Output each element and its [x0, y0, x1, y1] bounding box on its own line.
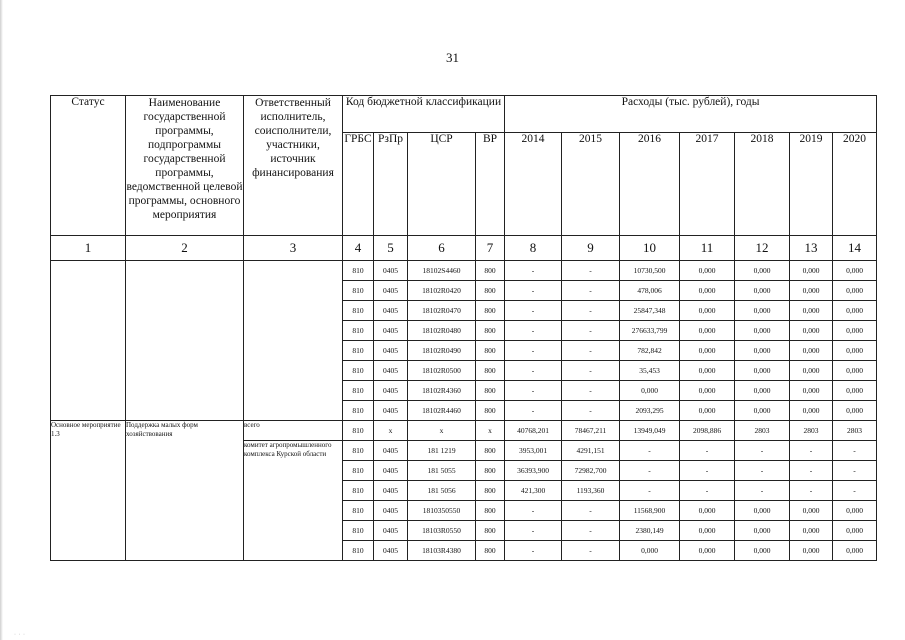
table-cell: -: [833, 441, 877, 461]
table-cell: 0,000: [680, 281, 735, 301]
table-cell: 800: [476, 321, 505, 341]
table-cell: 18102R4360: [408, 381, 476, 401]
scan-edge-shadow: [0, 0, 3, 640]
table-cell: 800: [476, 301, 505, 321]
table-cell: 810: [343, 501, 374, 521]
header-year-2014: 2014: [505, 133, 562, 236]
table-cell: 800: [476, 281, 505, 301]
table-cell: 18102R0490: [408, 341, 476, 361]
header-year-2016: 2016: [620, 133, 680, 236]
table-cell: -: [505, 521, 562, 541]
table-cell: 18102R0470: [408, 301, 476, 321]
table-cell: 0,000: [735, 361, 790, 381]
table-cell: 0405: [374, 301, 408, 321]
table-cell: 0,000: [735, 301, 790, 321]
table-cell: 810: [343, 281, 374, 301]
table-cell: 0,000: [833, 361, 877, 381]
table-cell: 0,000: [680, 261, 735, 281]
header-status: Статус: [51, 96, 126, 236]
table-cell: 4291,151: [562, 441, 620, 461]
table-cell: 11568,900: [620, 501, 680, 521]
table-cell: 810: [343, 301, 374, 321]
table-cell: 72982,700: [562, 461, 620, 481]
table-cell: -: [680, 441, 735, 461]
table-cell: 0,000: [833, 501, 877, 521]
table-cell: 0405: [374, 261, 408, 281]
group1-name-cell: [126, 261, 244, 421]
table-cell: 18102S4460: [408, 261, 476, 281]
table-cell: 0405: [374, 341, 408, 361]
header-code-3: ВР: [476, 133, 505, 236]
table-cell: 0405: [374, 501, 408, 521]
table-cell: 2803: [790, 421, 833, 441]
table-cell: 13949,049: [620, 421, 680, 441]
table-cell: 421,300: [505, 481, 562, 501]
table-cell: -: [562, 521, 620, 541]
group2-status-cell: Основное мероприятие 1.3: [51, 421, 126, 561]
column-number: 3: [244, 236, 343, 261]
table-cell: 18102R4460: [408, 401, 476, 421]
table-cell: 0,000: [833, 281, 877, 301]
table-cell: 0405: [374, 441, 408, 461]
column-number: 9: [562, 236, 620, 261]
table-cell: 810: [343, 381, 374, 401]
table-cell: 800: [476, 481, 505, 501]
table-cell: 0405: [374, 541, 408, 561]
table-cell: 810: [343, 541, 374, 561]
header-year-2017: 2017: [680, 133, 735, 236]
table-cell: 0405: [374, 281, 408, 301]
table-cell: 0,000: [833, 521, 877, 541]
header-code-group: Код бюджетной классификации: [343, 96, 505, 133]
table-cell: 800: [476, 401, 505, 421]
table-cell: 0,000: [735, 521, 790, 541]
table-cell: 0,000: [680, 401, 735, 421]
column-number: 6: [408, 236, 476, 261]
table-row: [51, 261, 877, 281]
table-cell: 0405: [374, 381, 408, 401]
table-cell: -: [505, 261, 562, 281]
table-cell: -: [680, 461, 735, 481]
table-cell: -: [562, 501, 620, 521]
table-cell: 810: [343, 421, 374, 441]
column-number: 4: [343, 236, 374, 261]
table-cell: 0,000: [790, 381, 833, 401]
table-cell: -: [505, 301, 562, 321]
table-cell: -: [562, 301, 620, 321]
table-cell: -: [505, 361, 562, 381]
table-cell: 0,000: [790, 521, 833, 541]
table-cell: 800: [476, 341, 505, 361]
column-number: 8: [505, 236, 562, 261]
column-numbers-row: [51, 236, 877, 261]
table-cell: -: [620, 461, 680, 481]
group1-executor-cell: [244, 261, 343, 421]
table-cell: x: [374, 421, 408, 441]
header-expenses-group: Расходы (тыс. рублей), годы: [505, 96, 877, 133]
table-cell: 0405: [374, 321, 408, 341]
table-cell: 181 1219: [408, 441, 476, 461]
table-cell: 810: [343, 361, 374, 381]
column-number: 5: [374, 236, 408, 261]
table-cell: 782,842: [620, 341, 680, 361]
table-cell: -: [562, 361, 620, 381]
table-cell: 810: [343, 261, 374, 281]
table-cell: -: [790, 461, 833, 481]
table-cell: 0,000: [790, 301, 833, 321]
table-cell: 36393,900: [505, 461, 562, 481]
table-cell: -: [505, 401, 562, 421]
table-cell: 0,000: [833, 321, 877, 341]
group2-executor-cell: комитет агропромышленного комплекса Курской области: [244, 441, 343, 561]
table-cell: 800: [476, 461, 505, 481]
table-cell: -: [505, 281, 562, 301]
table-cell: 0,000: [790, 321, 833, 341]
group2-name-cell: Поддержка малых форм хозяйствования: [126, 421, 244, 561]
table-cell: -: [680, 481, 735, 501]
table-cell: 0,000: [680, 361, 735, 381]
column-number: 10: [620, 236, 680, 261]
table-cell: 0,000: [735, 341, 790, 361]
table-cell: 0,000: [790, 501, 833, 521]
table-cell: 18102R0480: [408, 321, 476, 341]
table-cell: 0,000: [833, 541, 877, 561]
table-cell: 0,000: [735, 381, 790, 401]
table-cell: 181 5055: [408, 461, 476, 481]
table-cell: 3953,001: [505, 441, 562, 461]
table-cell: 0,000: [833, 261, 877, 281]
column-number: 11: [680, 236, 735, 261]
table-cell: -: [505, 541, 562, 561]
table-cell: 2098,886: [680, 421, 735, 441]
table-cell: 2803: [735, 421, 790, 441]
table-cell: 18103R4380: [408, 541, 476, 561]
table-cell: -: [833, 461, 877, 481]
table-cell: 810: [343, 521, 374, 541]
table-cell: 0,000: [735, 541, 790, 561]
table-cell: 810: [343, 341, 374, 361]
table-cell: 800: [476, 261, 505, 281]
table-cell: -: [562, 541, 620, 561]
table-cell: 18102R0420: [408, 281, 476, 301]
table-cell: 0,000: [680, 341, 735, 361]
header-year-2020: 2020: [833, 133, 877, 236]
header-code-2: ЦСР: [408, 133, 476, 236]
table-cell: -: [505, 381, 562, 401]
table-cell: 10730,500: [620, 261, 680, 281]
table-cell: 800: [476, 381, 505, 401]
table-cell: 18103R0550: [408, 521, 476, 541]
table-cell: 0,000: [620, 381, 680, 401]
table-cell: -: [620, 481, 680, 501]
header-executor: Ответственный исполнитель, соисполнители, участники, источник финансирования: [244, 96, 343, 236]
header-year-2015: 2015: [562, 133, 620, 236]
table-cell: 0,000: [735, 321, 790, 341]
table-cell: 276633,799: [620, 321, 680, 341]
header-name: Наименование государственной программы, подпрограммы государственной программы, ведомственной целевой программы, основного мероприятия: [126, 96, 244, 236]
table-cell: 35,453: [620, 361, 680, 381]
table-cell: 181 5056: [408, 481, 476, 501]
table-cell: 0,000: [790, 361, 833, 381]
table-cell: -: [790, 441, 833, 461]
column-number: 1: [51, 236, 126, 261]
table-cell: -: [735, 481, 790, 501]
table-cell: -: [562, 341, 620, 361]
table-cell: 800: [476, 441, 505, 461]
table-cell: 810: [343, 461, 374, 481]
table-cell: 800: [476, 541, 505, 561]
table-cell: 0,000: [790, 541, 833, 561]
group2-total-label: всего: [244, 421, 343, 441]
table-cell: -: [790, 481, 833, 501]
table-cell: -: [833, 481, 877, 501]
table-cell: -: [735, 461, 790, 481]
table-cell: 2380,149: [620, 521, 680, 541]
table-cell: -: [505, 321, 562, 341]
table-cell: 0,000: [680, 381, 735, 401]
page-number: 31: [446, 50, 459, 65]
table-cell: 810: [343, 401, 374, 421]
table-cell: 0,000: [735, 261, 790, 281]
table-cell: 0,000: [833, 341, 877, 361]
table-cell: 40768,201: [505, 421, 562, 441]
header-code-1: РзПр: [374, 133, 408, 236]
table-cell: 0405: [374, 521, 408, 541]
table-cell: 0,000: [680, 321, 735, 341]
table-cell: -: [562, 281, 620, 301]
table-cell: 800: [476, 361, 505, 381]
group1-status-cell: [51, 261, 126, 421]
table-cell: 25847,348: [620, 301, 680, 321]
table-cell: -: [505, 501, 562, 521]
table-cell: 0,000: [790, 401, 833, 421]
table-cell: 1193,360: [562, 481, 620, 501]
header-code-0: ГРБС: [343, 133, 374, 236]
column-number: 13: [790, 236, 833, 261]
table-cell: 78467,211: [562, 421, 620, 441]
table-cell: 2093,295: [620, 401, 680, 421]
header-year-2018: 2018: [735, 133, 790, 236]
table-cell: 18102R0500: [408, 361, 476, 381]
table-cell: 0,000: [680, 541, 735, 561]
table-cell: 0,000: [790, 281, 833, 301]
table-cell: 810: [343, 321, 374, 341]
table-cell: 0,000: [790, 261, 833, 281]
header-year-2019: 2019: [790, 133, 833, 236]
table-cell: 0405: [374, 461, 408, 481]
table-cell: 0405: [374, 481, 408, 501]
table-cell: x: [408, 421, 476, 441]
table-cell: 0,000: [735, 501, 790, 521]
table-cell: 2803: [833, 421, 877, 441]
table-cell: 0,000: [735, 401, 790, 421]
table-cell: 0,000: [680, 521, 735, 541]
table-cell: x: [476, 421, 505, 441]
table-cell: 800: [476, 501, 505, 521]
table-cell: 0,000: [833, 381, 877, 401]
table-cell: 0405: [374, 401, 408, 421]
column-number: 2: [126, 236, 244, 261]
budget-table: [50, 95, 877, 561]
table-cell: 810: [343, 441, 374, 461]
table-cell: -: [562, 321, 620, 341]
table-cell: -: [562, 401, 620, 421]
table-cell: 1810350550: [408, 501, 476, 521]
table-cell: 0,000: [833, 301, 877, 321]
table-cell: -: [735, 441, 790, 461]
table-cell: 0,000: [680, 501, 735, 521]
table-cell: 0,000: [790, 341, 833, 361]
column-number: 12: [735, 236, 790, 261]
table-cell: 810: [343, 481, 374, 501]
table-cell: -: [562, 381, 620, 401]
scan-artifact: · · ·: [14, 632, 26, 638]
table-row-total: [51, 421, 877, 441]
table-cell: 0,000: [833, 401, 877, 421]
table-cell: 0,000: [680, 301, 735, 321]
table-cell: -: [620, 441, 680, 461]
column-number: 14: [833, 236, 877, 261]
table-cell: 0,000: [620, 541, 680, 561]
table-cell: -: [505, 341, 562, 361]
table-cell: 800: [476, 521, 505, 541]
table-cell: -: [562, 261, 620, 281]
table-cell: 478,006: [620, 281, 680, 301]
table-cell: 0,000: [735, 281, 790, 301]
column-number: 7: [476, 236, 505, 261]
table-cell: 0405: [374, 361, 408, 381]
